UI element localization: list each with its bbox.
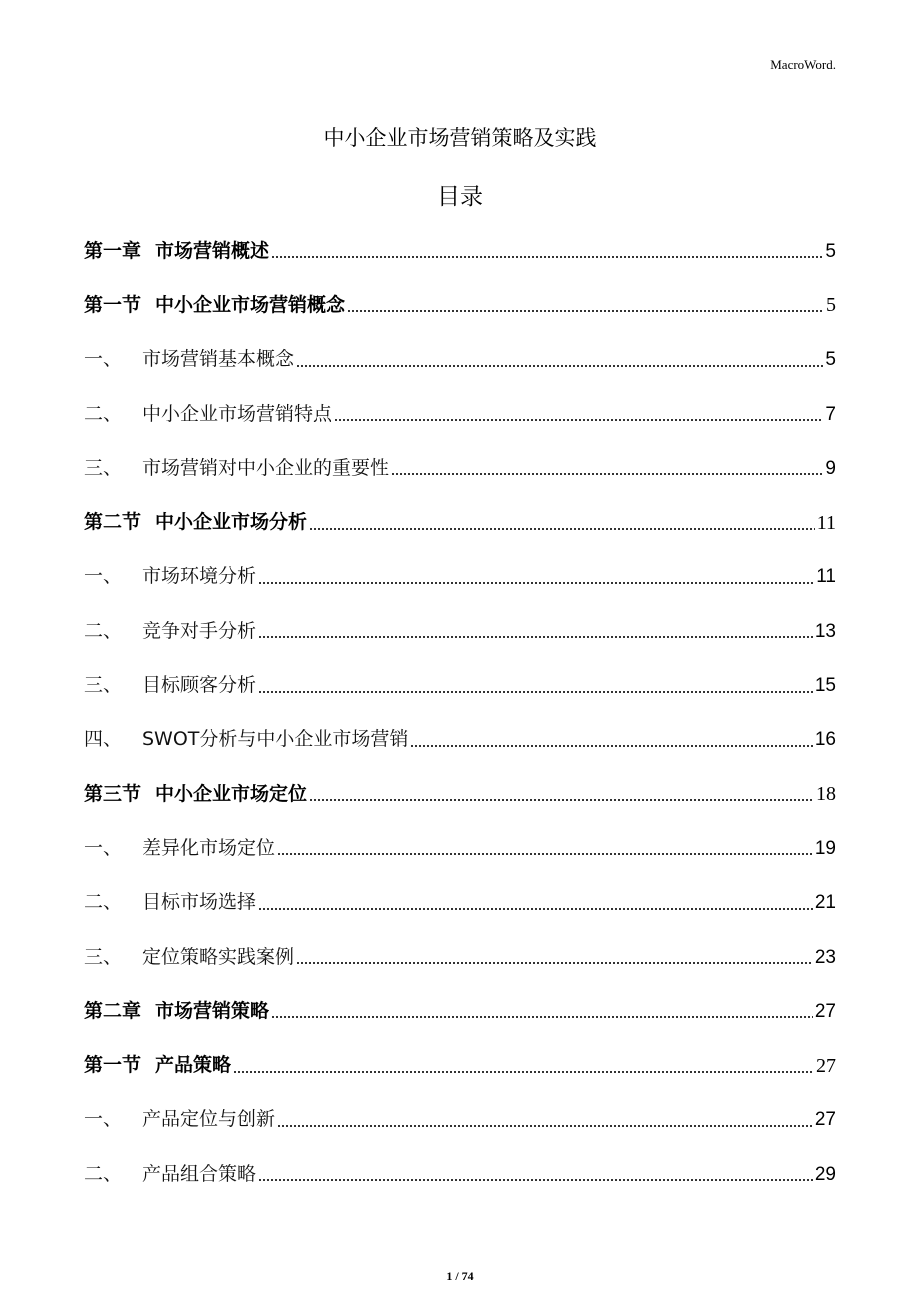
toc-entry-item[interactable]: [84, 1093, 836, 1147]
toc-entry-text: 市场营销对中小企业的重要性: [142, 456, 390, 479]
toc-entry-page-number: 5: [825, 349, 836, 371]
toc-entry-item[interactable]: [84, 821, 836, 875]
toc-dot-leader: [309, 528, 815, 530]
toc-entry-chapter[interactable]: [84, 224, 836, 278]
toc-entry-number: 一、: [84, 1108, 123, 1131]
toc-entry-number: 第一章: [84, 239, 142, 262]
toc-dot-leader: [296, 365, 823, 367]
toc-entry-section[interactable]: [84, 278, 836, 332]
toc-entry-text: 差异化市场定位: [142, 836, 276, 859]
toc-entry-label: [84, 676, 256, 695]
toc-entry-page-number: 19: [814, 837, 836, 859]
toc-entry-item[interactable]: [84, 441, 836, 495]
toc-entry-label: [84, 999, 270, 1022]
toc-entry-text: SWOT分析与中小企业市场营销: [142, 728, 409, 751]
toc-entry-item[interactable]: [84, 930, 836, 984]
toc-entry-page-number: 27: [814, 1109, 836, 1131]
toc-entry-page-number: 11: [816, 566, 836, 588]
toc-entry-number: 一、: [84, 565, 123, 588]
toc-entry-text: 目标市场选择: [142, 891, 257, 914]
toc-entry-label: [84, 1162, 257, 1185]
toc-entry-text: 市场营销基本概念: [142, 348, 295, 371]
table-of-contents: [84, 224, 836, 1201]
toc-entry-number: 二、: [84, 402, 123, 425]
toc-entry-page-number: 13: [814, 620, 836, 642]
toc-entry-item[interactable]: [84, 1147, 836, 1201]
toc-entry-text: 市场营销概述: [155, 239, 270, 262]
toc-dot-leader: [296, 962, 813, 964]
toc-entry-label: [84, 893, 256, 912]
toc-entry-text: 中小企业市场营销概念: [155, 293, 346, 316]
toc-entry-label: [84, 1056, 231, 1075]
toc-dot-leader: [258, 636, 813, 638]
toc-dot-leader: [391, 473, 823, 475]
toc-entry-label: [84, 619, 257, 642]
toc-entry-page-number: 29: [814, 1163, 836, 1185]
toc-dot-leader: [258, 691, 813, 693]
toc-entry-page-number: 27: [816, 1054, 836, 1077]
toc-entry-number: 第三节: [84, 782, 142, 805]
toc-entry-text: 中小企业市场定位: [155, 782, 308, 805]
toc-entry-page-number: 23: [814, 946, 836, 968]
toc-entry-number: 三、: [84, 945, 123, 968]
toc-entry-label: [84, 836, 276, 859]
toc-entry-label: [84, 293, 346, 316]
toc-heading: 目录: [437, 184, 483, 210]
toc-entry-number: 第一节: [84, 293, 142, 316]
toc-entry-text: 中小企业市场分析: [155, 511, 308, 534]
toc-entry-item[interactable]: [84, 876, 836, 930]
toc-entry-section[interactable]: [84, 495, 836, 549]
toc-entry-page-number: 16: [814, 729, 836, 751]
toc-entry-number: 二、: [84, 1162, 123, 1185]
toc-entry-number: 二、: [84, 619, 123, 642]
toc-dot-leader: [309, 799, 814, 801]
toc-dot-leader: [410, 745, 812, 747]
toc-entry-label: [84, 1110, 275, 1129]
toc-entry-chapter[interactable]: [84, 984, 836, 1038]
toc-entry-label: [84, 730, 408, 749]
toc-dot-leader: [271, 1016, 813, 1018]
toc-entry-label: [84, 782, 308, 805]
toc-entry-page-number: 7: [825, 403, 836, 425]
toc-dot-leader: [258, 582, 814, 584]
toc-entry-text: 定位策略实践案例: [142, 945, 295, 968]
toc-entry-text: 竞争对手分析: [142, 619, 257, 642]
toc-entry-page-number: 5: [825, 240, 836, 262]
toc-dot-leader: [233, 1071, 814, 1073]
header-brand: MacroWord.: [770, 57, 836, 72]
toc-entry-item[interactable]: [84, 604, 836, 658]
toc-entry-item[interactable]: [84, 658, 836, 712]
toc-entry-page-number: 9: [825, 457, 836, 479]
toc-entry-page-number: 5: [826, 294, 836, 317]
toc-entry-number: 第二节: [84, 511, 142, 534]
toc-entry-label: [84, 402, 333, 425]
toc-entry-text: 市场环境分析: [142, 565, 257, 588]
toc-entry-label: [84, 350, 294, 369]
toc-entry-page-number: 21: [814, 892, 836, 914]
toc-entry-page-number: 15: [814, 675, 836, 697]
toc-entry-number: 一、: [84, 348, 123, 371]
toc-dot-leader: [334, 419, 823, 421]
toc-entry-page-number: 18: [816, 783, 836, 806]
toc-entry-label: [84, 239, 270, 262]
toc-entry-page-number: 11: [816, 511, 836, 534]
toc-entry-number: 第一节: [84, 1054, 142, 1077]
toc-dot-leader: [258, 908, 813, 910]
toc-entry-item[interactable]: [84, 387, 836, 441]
toc-entry-text: 目标顾客分析: [142, 674, 257, 697]
toc-dot-leader: [271, 256, 823, 258]
toc-entry-section[interactable]: [84, 1038, 836, 1092]
toc-entry-item[interactable]: [84, 713, 836, 767]
toc-entry-text: 产品定位与创新: [142, 1108, 276, 1131]
toc-entry-number: 二、: [84, 891, 123, 914]
toc-entry-label: [84, 567, 256, 586]
toc-entry-section[interactable]: [84, 767, 836, 821]
page-indicator: 1 / 74: [446, 1269, 474, 1283]
toc-dot-leader: [277, 853, 813, 855]
toc-entry-label: [84, 945, 295, 968]
toc-entry-item[interactable]: [84, 333, 836, 387]
toc-entry-label: [84, 456, 390, 479]
toc-entry-number: 第二章: [84, 999, 142, 1022]
toc-dot-leader: [347, 310, 824, 312]
toc-entry-number: 一、: [84, 836, 123, 859]
toc-entry-number: 四、: [84, 728, 123, 751]
toc-entry-text: 产品策略: [155, 1054, 232, 1077]
toc-entry-text: 产品组合策略: [142, 1162, 257, 1185]
toc-entry-label: [84, 513, 307, 532]
toc-entry-text: 中小企业市场营销特点: [142, 402, 333, 425]
toc-entry-text: 市场营销策略: [155, 999, 270, 1022]
toc-dot-leader: [277, 1125, 813, 1127]
document-title: 中小企业市场营销策略及实践: [323, 126, 597, 150]
toc-dot-leader: [258, 1179, 813, 1181]
toc-entry-item[interactable]: [84, 550, 836, 604]
toc-entry-number: 三、: [84, 456, 123, 479]
toc-entry-page-number: 27: [814, 1000, 836, 1022]
toc-entry-number: 三、: [84, 674, 123, 697]
